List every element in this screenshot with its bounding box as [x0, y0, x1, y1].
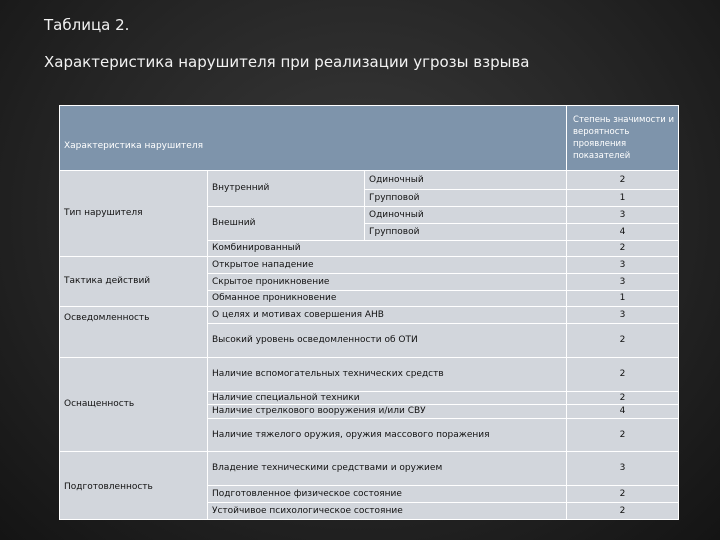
table-row: [60, 257, 679, 274]
row-value: 2: [567, 358, 679, 392]
group-label: Подготовленность: [60, 452, 208, 520]
row-label: Подготовленное физическое состояние: [208, 486, 567, 503]
header-significance: Степень значимости и вероятность проявления показателей: [567, 106, 679, 171]
table-row: [60, 307, 679, 324]
row-value: 4: [567, 224, 679, 241]
row-value: 2: [567, 171, 679, 190]
row-value: 3: [567, 207, 679, 224]
row-value: 3: [567, 274, 679, 291]
slide-title: Таблица 2.: [44, 16, 130, 34]
row-value: 3: [567, 452, 679, 486]
row-label: Групповой: [365, 190, 567, 207]
row-value: 2: [567, 419, 679, 452]
row-label: Скрытое проникновение: [208, 274, 567, 291]
row-value: 2: [567, 392, 679, 405]
table-header-row: [60, 106, 679, 171]
row-value: 2: [567, 241, 679, 257]
group-label: Осведомленность: [60, 307, 208, 358]
row-label: Наличие тяжелого оружия, оружия массового поражения: [208, 419, 567, 452]
slide-subtitle: Характеристика нарушителя при реализации угрозы взрыва: [44, 53, 530, 71]
row-label: Владение техническими средствами и оружием: [208, 452, 567, 486]
row-value: 3: [567, 307, 679, 324]
row-value: 3: [567, 257, 679, 274]
row-label: О целях и мотивах совершения АНВ: [208, 307, 567, 324]
row-value: 1: [567, 190, 679, 207]
row-value: 2: [567, 324, 679, 358]
characteristics-table: [59, 105, 679, 520]
row-label: Внешний: [208, 207, 365, 241]
table-row: [60, 452, 679, 486]
row-label: Одиночный: [365, 207, 567, 224]
row-label: Наличие вспомогательных технических средств: [208, 358, 567, 392]
group-label: Тип нарушителя: [60, 171, 208, 257]
row-label: Одиночный: [365, 171, 567, 190]
row-label: Внутренний: [208, 171, 365, 207]
row-label: Устойчивое психологическое состояние: [208, 503, 567, 520]
group-label: Оснащенность: [60, 358, 208, 452]
row-value: 2: [567, 486, 679, 503]
row-label: Обманное проникновение: [208, 291, 567, 307]
row-value: 1: [567, 291, 679, 307]
row-value: 2: [567, 503, 679, 520]
row-label: Комбинированный: [208, 241, 567, 257]
row-label: Высокий уровень осведомленности об ОТИ: [208, 324, 567, 358]
row-label: Наличие специальной техники: [208, 392, 567, 405]
group-label: Тактика действий: [60, 257, 208, 307]
table-row: [60, 358, 679, 392]
row-label: Наличие стрелкового вооружения и/или СВУ: [208, 405, 567, 419]
row-label: Групповой: [365, 224, 567, 241]
row-value: 4: [567, 405, 679, 419]
header-characteristic: Характеристика нарушителя: [60, 106, 567, 171]
table-row: [60, 171, 679, 190]
row-label: Открытое нападение: [208, 257, 567, 274]
